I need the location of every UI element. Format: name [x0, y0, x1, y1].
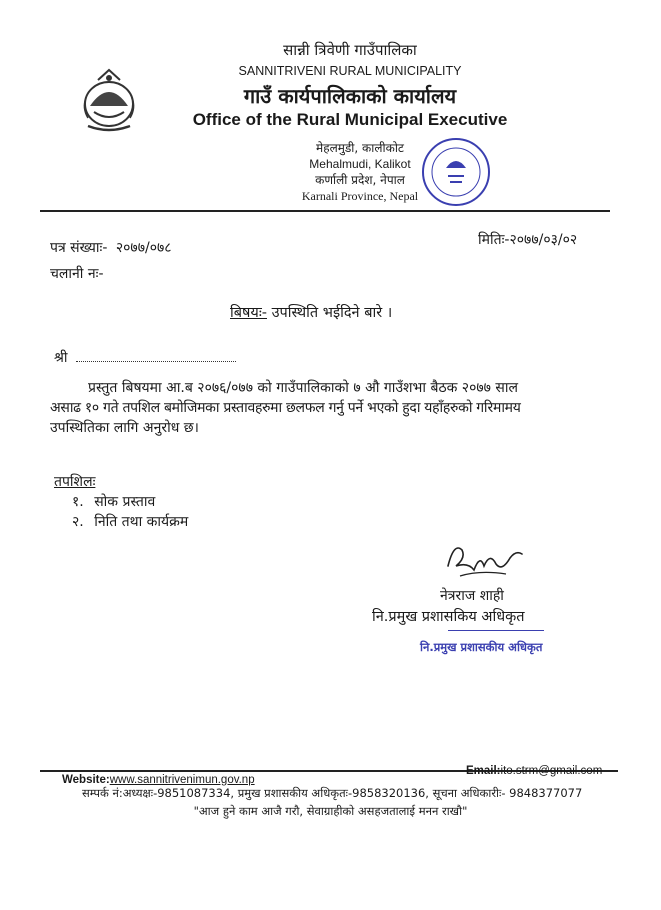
- footer-website: [62, 774, 255, 786]
- subject-line: [230, 302, 392, 322]
- patra-sankhya: [50, 238, 172, 257]
- office-round-stamp-icon: [420, 136, 492, 208]
- address-en-line2: Karnali Province, Nepal: [301, 189, 419, 203]
- list-item: [72, 512, 188, 531]
- date-value: २०७७/०३/०२: [509, 232, 578, 248]
- designation-stamp: नि.प्रमुख प्रशासकीय अधिकृत: [420, 640, 543, 654]
- list-item-text: सोक प्रस्ताव: [94, 494, 156, 510]
- date-label: मितिः-: [478, 232, 510, 248]
- signatory-title: नि.प्रमुख प्रशासकिय अधिकृत: [372, 609, 525, 625]
- tapashil-heading: तपशिलः: [54, 474, 96, 490]
- body-line-3: उपस्थितिका लागि अनुरोध छ।: [50, 420, 199, 436]
- letter-body: [50, 378, 620, 438]
- footer-contact: सम्पर्क नं:अध्यक्षः-9851087334, प्रमुख प्रशासकीय अधिकृतः-9858320136, सूचना अधिकारीः- 9848377077: [82, 786, 583, 800]
- salutation-label: श्री: [54, 350, 68, 366]
- website-link[interactable]: www.sannitrivenimun.gov.np: [109, 774, 255, 786]
- address-np-line1: मेहलमुडी, कालीकोट: [316, 141, 404, 155]
- footer-motto: "आज हुने काम आजै गरौ, सेवाग्राहीको असहजतालाई मनन राखौ": [193, 804, 468, 818]
- office-name-en: Office of the Rural Municipal Executive: [192, 110, 508, 129]
- signatory-name: नेत्रराज शाही: [440, 588, 504, 604]
- subject-label: बिषयः-: [230, 305, 267, 321]
- patra-label: पत्र संख्याः-: [50, 240, 108, 256]
- body-line-1: प्रस्तुत बिषयमा आ.ब २०७६/०७७ को गाउँपालिकाको ७ औ गाउँशभा बैठक २०७७ साल: [88, 380, 518, 396]
- subject-text: उपस्थिति भईदिने बारे ।: [271, 305, 393, 321]
- list-item-number: २.: [72, 514, 84, 530]
- municipality-name-en: SANNITRIVENI RURAL MUNICIPALITY: [238, 64, 462, 78]
- body-line-2: असाढ १० गते तपशिल बमोजिमका प्रस्तावहरुमा छलफल गर्नु पर्ने भएको हुदा यहाँहरुको गरिमामय: [50, 400, 521, 416]
- municipality-name-np: सान्नी त्रिवेणी गाउँपालिका: [283, 41, 417, 59]
- chalani-number: चलानी नः-: [50, 266, 104, 282]
- email-value[interactable]: ito.strm@gmail.com: [500, 765, 603, 777]
- patra-value: २०७७/०७८: [115, 240, 172, 256]
- footer-email: [466, 765, 602, 777]
- list-item-text: निति तथा कार्यक्रम: [94, 514, 189, 530]
- list-item-number: १.: [72, 494, 84, 510]
- salutation: [54, 348, 236, 367]
- website-label: Website:: [62, 774, 110, 786]
- office-name-np: गाउँ कार्यपालिकाको कार्यालय: [243, 84, 457, 108]
- address-block: [290, 140, 430, 204]
- date: [478, 230, 577, 249]
- list-item: [72, 492, 155, 511]
- recipient-blank: [76, 361, 236, 362]
- email-label: Email:: [466, 765, 501, 777]
- nepal-emblem-icon: [80, 68, 138, 134]
- handwritten-signature: [440, 536, 530, 586]
- header-divider: [40, 210, 610, 212]
- address-np-line2: कर्णाली प्रदेश, नेपाल: [315, 173, 405, 187]
- address-en-line1: Mehalmudi, Kalikot: [309, 157, 411, 171]
- stamp-rule: [448, 630, 544, 631]
